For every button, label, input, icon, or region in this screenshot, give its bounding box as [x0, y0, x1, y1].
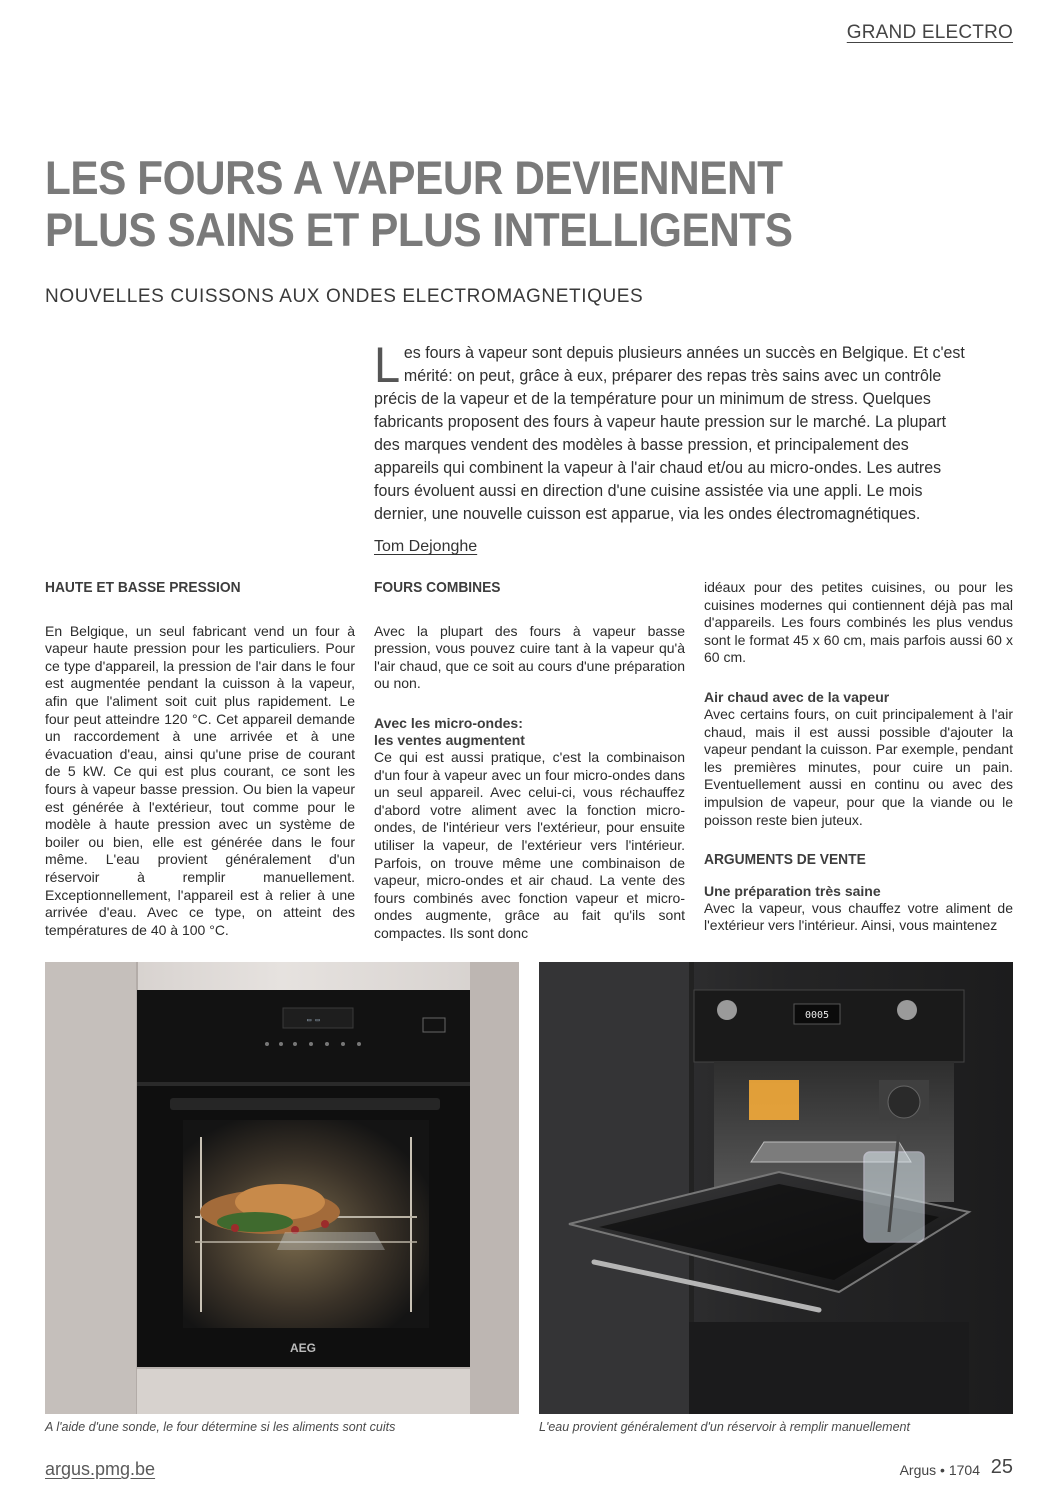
caption-photo-1: A l'aide d'une sonde, le four détermine si les aliments sont cuits	[45, 1420, 396, 1434]
section-tag: GRAND ELECTRO	[846, 22, 1013, 43]
article-title	[45, 152, 855, 256]
svg-text:▭ ▭: ▭ ▭	[307, 1016, 320, 1024]
column-1	[45, 579, 355, 939]
footer-website-link[interactable]: argus.pmg.be	[45, 1459, 156, 1479]
oven-display-readout: 0005	[804, 1010, 830, 1021]
oven-open-door-illustration	[539, 962, 1013, 1414]
page-number: 25	[990, 1456, 1013, 1478]
intro-paragraph	[374, 337, 976, 525]
caption-photo-2: L'eau provient généralement d'un réservoir à remplir manuellement	[539, 1420, 910, 1434]
col3-air-chaud-paragraph: Avec certains fours, on cuit principalement à l'air chaud, mais il est aussi possible d'ajouter la vapeur pendant la cuisson. Par exemple, pendant les premières minutes, pour cuire un pain. Eventuellement aussi en continu ou avec des impulsion de vapeur, pour que la viande ou le poisson reste bien juteux.	[704, 705, 1013, 828]
heading-arguments-de-vente: ARGUMENTS DE VENTE	[704, 851, 866, 869]
author-byline: Tom Dejonghe	[374, 538, 478, 555]
col1-paragraph: En Belgique, un seul fabricant vend un four à vapeur haute pression pour les particuliers. Pour ce type d'appareil, la pression de l'air dans le four est augmentée pendant la cuisson à la vapeur, afin que l'aliment soit cuit plus rapidement. Le four peut atteindre 120 °C. Cet appareil demande un raccordement à une arrivée et à une évacuation d'eau, ainsi qu'une prise de courant de 5 kW. Ce qui est plus courant, ce sont les fours à vapeur basse pression. Ou bien la vapeur est générée à l'extérieur, tout comme pour le modèle à haute pression avec un système de boiler ou bien, elle est générée dans le four même. L'eau provient généralement d'un réservoir à remplir manuellement. Exceptionnellement, l'appareil est à relier à une arrivée d'eau. Avec ce type, on atteint des températures de 40 à 100 °C.	[45, 622, 355, 938]
col2-paragraph: Avec la plupart des fours à vapeur basse pression, vous pouvez cuire tant à la vapeur qu'à l'air chaud, que ce soit au cours d'une préparation ou non.	[374, 622, 685, 692]
article-subtitle: NOUVELLES CUISSONS AUX ONDES ELECTROMAGNETIQUES	[45, 286, 644, 307]
column-2	[374, 579, 685, 943]
title-line-2: PLUS SAINS ET PLUS INTELLIGENTS	[45, 203, 793, 256]
subheading-air-chaud: Air chaud avec de la vapeur	[704, 688, 890, 705]
col3-preparation-paragraph: Avec la vapeur, vous chauffez votre aliment de l'extérieur vers l'intérieur. Ainsi, vous maintenez	[704, 899, 1013, 934]
oven-photo-aeg	[45, 962, 519, 1414]
drop-cap: L	[374, 337, 401, 393]
col3-continued-paragraph: idéaux pour des petites cuisines, ou pour les cuisines modernes qui contiennent déjà pas mal d'appareils. Les fours combinés les plus vendus sont le format 45 x 60 cm, mais parfois aussi 60 x 60 cm.	[704, 579, 1013, 666]
subheading-micro-ondes-line1: Avec les micro-ondes:	[374, 714, 523, 731]
intro-text: es fours à vapeur sont depuis plusieurs années un succès en Belgique. Et c'est mérité: on peut, grâce à eux, préparer des repas très sains avec un contrôle précis de la vapeur et de la température pour un minimum de stress. Quelques fabricants proposent des fours à vapeur haute pression sur le marché. La plupart des marques vendent des modèles à basse pression, et principalement des appareils qui combinent la vapeur à l'air chaud et/ou au micro-ondes. Les autres fours évoluent aussi en direction d'une cuisine assistée via une appli. Le mois dernier, une nouvelle cuisson est apparue, via les ondes électromagnétiques.	[374, 343, 965, 523]
oven-photo-open-door	[539, 962, 1013, 1414]
subheading-micro-ondes-line2: les ventes augmentent	[374, 731, 525, 748]
oven-aeg-illustration	[45, 962, 519, 1414]
subheading-preparation-saine: Une préparation très saine	[704, 882, 881, 899]
subheading-micro-ondes	[374, 715, 685, 749]
column-3	[704, 579, 1013, 935]
title-line-1: LES FOURS A VAPEUR DEVIENNENT	[45, 151, 783, 204]
heading-haute-basse-pression: HAUTE ET BASSE PRESSION	[45, 579, 241, 596]
oven-brand-label: AEG	[289, 1341, 317, 1355]
footer-issue: Argus • 1704	[899, 1462, 980, 1478]
heading-fours-combines: FOURS COMBINES	[374, 579, 501, 596]
col2-micro-ondes-paragraph: Ce qui est aussi pratique, c'est la combinaison d'un four à vapeur avec un four micro-ondes dans un seul appareil. Avec celui-ci, vous réchauffez d'abord votre aliment avec la fonction micro-ondes, de l'intérieur vers l'extérieur, pour ensuite utiliser la vapeur, de l'extérieur vers l'intérieur. Parfois, on trouve même une combinaison de vapeur, micro-ondes et air chaud. La vente des fours combinés avec fonction vapeur et micro-ondes augmente, grâce au fait qu'ils sont compactes. Ils sont donc	[374, 748, 685, 941]
